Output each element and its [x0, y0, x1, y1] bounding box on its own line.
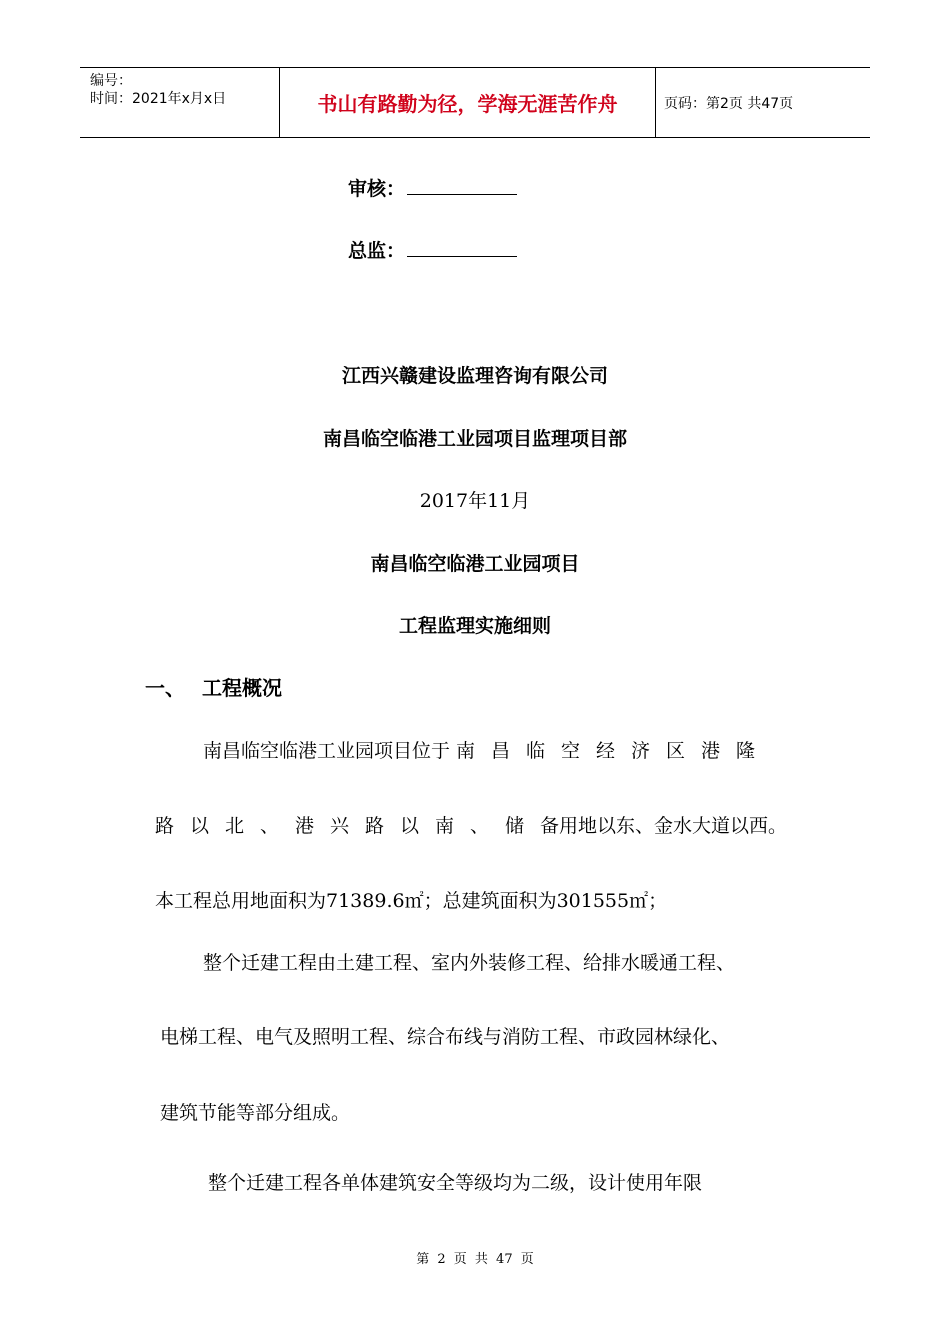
paragraph-line: 整个迁建工程由土建工程、室内外装修工程、给排水暖通工程、: [203, 952, 736, 974]
review-label: 审核：: [348, 178, 406, 200]
review-blank: [407, 176, 517, 195]
paragraph-line: 本工程总用地面积为71389.6㎡；总建筑面积为301555㎡；: [155, 890, 668, 912]
document-number-label: 编号：: [90, 73, 132, 89]
section-number: 一、: [145, 676, 185, 700]
page-footer: 第 2 页 共 47 页: [416, 1252, 534, 1267]
paragraph-line: 电梯工程、电气及照明工程、综合布线与消防工程、市政园林绿化、: [160, 1026, 731, 1048]
document-date: 2017年11月: [419, 490, 531, 512]
supervisor-label: 总监：: [348, 240, 406, 262]
header-page-label: 页码：第2页 共47页: [664, 95, 794, 112]
paragraph-line: [203, 736, 771, 763]
paragraph-text: 南昌临空临港工业园项目位于: [203, 740, 451, 762]
supervisor-blank: [407, 238, 517, 257]
paragraph-line: 整个迁建工程各单体建筑安全等级均为二级，设计使用年限: [208, 1172, 703, 1194]
paragraph-text: 南昌临空经济区港隆: [456, 740, 772, 762]
department-name: 南昌临空临港工业园项目监理项目部: [322, 428, 627, 450]
section-heading: [145, 672, 282, 701]
paragraph-text: 备用地以东、金水大道以西。: [540, 815, 788, 837]
section-title: 工程概况: [202, 676, 282, 700]
document-time-label: 时间：2021年x月x日: [90, 91, 227, 107]
document-title: 工程监理实施细则: [398, 615, 551, 637]
header-motto: 书山有路勤为径，学海无涯苦作舟: [280, 68, 656, 137]
paragraph-text: 路以北、港兴路以南、储: [155, 815, 541, 837]
header-meta: [80, 68, 280, 137]
project-name: 南昌临空临港工业园项目: [370, 553, 580, 575]
supervisor-signature-line: [348, 236, 517, 263]
paragraph-line: 建筑节能等部分组成。: [160, 1102, 351, 1124]
review-signature-line: [348, 174, 517, 201]
page-header: [80, 67, 870, 138]
paragraph-line: [155, 811, 787, 838]
company-name: 江西兴赣建设监理咨询有限公司: [341, 365, 608, 387]
